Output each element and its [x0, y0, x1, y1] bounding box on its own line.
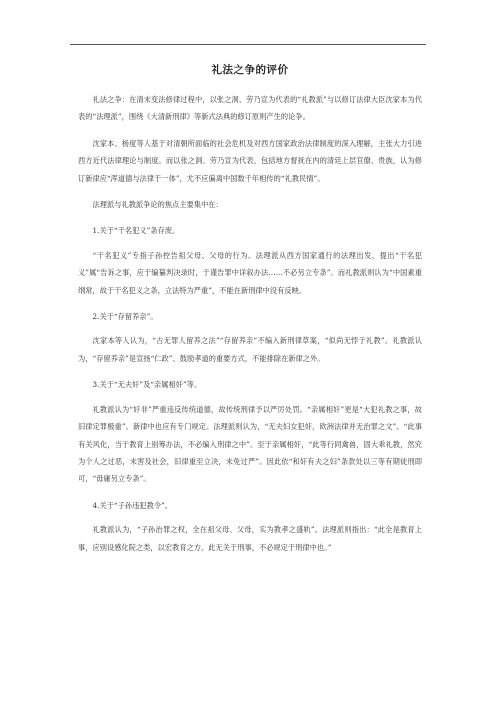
paragraph-focus: 法理派与礼教派争论的焦点主要集中在： [92, 200, 223, 210]
section-heading-1: 1.关于“干名犯义”条存废。 [92, 226, 180, 236]
section-body-3: 礼教派认为“奸非”严重违反传统道德，故传统刑律予以严厉处罚。“亲属相奸”更是“大犯礼教之事，故旧律定罪极重”。新律中也应有专门规定。法理派则认为，“无夫妇女犯奸，欧洲法律并无治罪之文”。“此事有关风化，当于教育上别筹办法，不必编入刑律之中”。至于亲属相奸，“此等行同禽兽，固大乖礼教，然究为个人之过恶，未害及社会，旧律重至立决，未免过严”。因此依“和奸有夫之妇”条款处以三等有期徒刑即可，“毋庸另立专条”。 [78, 404, 422, 484]
section-heading-2: 2.关于“存留养亲”。 [92, 312, 158, 322]
section-body-2: 沈家本等人认为，“古无罪人留养之法”“存留养亲”不编入新刑律草案，“似尚无悖于礼教”。礼教派认为，“存留养亲”是宣扬“仁政”、鼓励孝道的重要方式，不能排除在新律之外。 [78, 336, 422, 363]
header-rule [70, 44, 426, 45]
paragraph-background: 沈家本、杨度等人基于对清朝所面临的社会危机及对西方国家政治法律制度的深入理解，主张大力引进西方近代法律理论与制度。而以张之洞、劳乃宣为代表，包括地方督抚在内的清廷上层官僚、贵族，认为修订新律应“浑道德与法律于一体”，尤不应偏离中国数千年相传的“礼教民情”。 [78, 138, 422, 183]
section-heading-3: 3.关于“无夫奸”及“亲属相奸”等。 [92, 380, 202, 390]
page-title: 礼法之争的评价 [211, 64, 289, 76]
paragraph-intro: 礼法之争：在清末变法修律过程中，以张之洞、劳乃宣为代表的“礼教派”与以修订法律大臣沈家本为代表的“法理派”，围绕《大清新刑律》等新式法典的修订原则产生的论争。 [78, 95, 422, 122]
section-body-4: 礼教派认为，“子孙治罪之权，全在祖父母、父母，实为教孝之盛轨”。法理派则指出：“此全是教育上事，应别设感化院之类，以宏教育之方。此无关于刑事，不必规定于刑律中也。” [78, 525, 422, 552]
section-heading-4: 4.关于“子孙违犯教令”。 [92, 500, 173, 510]
section-body-1: “干名犯义”专指子孙控告祖父母、父母的行为。法理派从西方国家通行的法理出发，提出“干名犯义”属“告诉之事，应于编纂判决录时，于谨告罪中详叙办法……不必另立专条”。而礼教派则认为“中国素重纲常，故于干名犯义之条，立法特为严重”，不能在新刑律中没有反映。 [78, 250, 422, 295]
document-page [78, 62, 422, 565]
